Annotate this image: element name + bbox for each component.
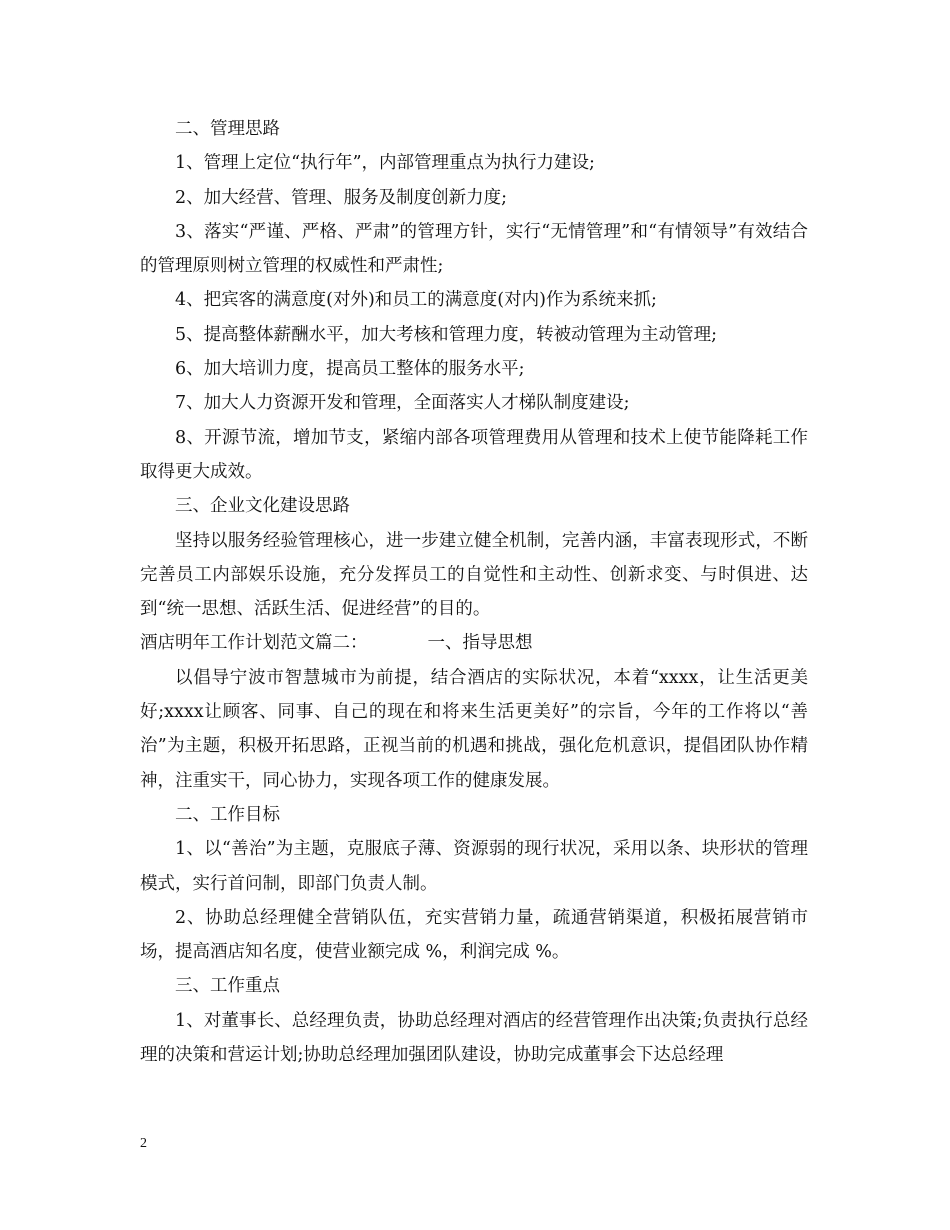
- paragraph: 5、提高整体薪酬水平，加大考核和管理力度，转被动管理为主动管理;: [175, 324, 718, 345]
- section-heading-guiding: 一、指导思想: [427, 633, 533, 654]
- paragraph: 2、协助总经理健全营销队伍，充实营销力量，疏通营销渠道，积极拓展营销市场，提高酒店知名度，使营业额完成 %，利润完成 %。: [140, 907, 808, 963]
- paragraph: 1、对董事长、总经理负责，协助总经理对酒店的经营管理作出决策;负责执行总经理的决策和营运计划;协助总经理加强团队建设，协助完成董事会下达总经理: [140, 1010, 808, 1066]
- paragraph: 2、加大经营、管理、服务及制度创新力度;: [175, 187, 508, 208]
- paragraph: 4、把宾客的满意度(对外)和员工的满意度(对内)作为系统来抓;: [175, 290, 657, 311]
- section-heading-culture: 三、企业文化建设思路: [175, 496, 350, 517]
- paragraph: 6、加大培训力度，提高员工整体的服务水平;: [175, 359, 525, 380]
- section-heading-management: 二、管理思路: [175, 119, 280, 139]
- section-heading-goals: 二、工作目标: [175, 804, 280, 825]
- paragraph: 以倡导宁波市智慧城市为前提，结合酒店的实际状况，本着“xxxx，让生活更美好;xxxx让顾客、同事、自己的现在和将来生活更美好”的宗旨，今年的工作将以“善治”为主题，积极开拓思路，正视当前的机遇和挑战，强化危机意识，提倡团队协作精神，注重实干，同心协力，实现各项工作的健康发展。: [140, 667, 808, 791]
- article-title: 酒店明年工作计划范文篇二：: [140, 633, 368, 654]
- paragraph: 坚持以服务经验管理核心，进一步建立健全机制，完善内涵，丰富表现形式，不断完善员工内部娱乐设施，充分发挥员工的自觉性和主动性、创新求变、与时俱进、达到“统一思想、活跃生活、促进经营”的目的。: [140, 530, 808, 620]
- paragraph: 3、落实“严谨、严格、严肃”的管理方针，实行“无情管理”和“有情领导”有效结合的管理原则树立管理的权威性和严肃性;: [140, 221, 808, 277]
- paragraph: 1、以“善治”为主题，克服底子薄、资源弱的现行状况，采用以条、块形状的管理模式，实行首问制，即部门负责人制。: [140, 839, 808, 894]
- paragraph: 8、开源节流，增加节支，紧缩内部各项管理费用从管理和技术上使节能降耗工作取得更大成效。: [140, 427, 808, 482]
- paragraph: 7、加大人力资源开发和管理，全面落实人才梯队制度建设;: [175, 393, 630, 414]
- page-number: 2: [140, 1136, 147, 1151]
- section-heading-priorities: 三、工作重点: [175, 976, 280, 997]
- document-body: [140, 112, 808, 1072]
- paragraph: 1、管理上定位“执行年”，内部管理重点为执行力建设;: [175, 153, 595, 174]
- article-title-line: [140, 626, 808, 660]
